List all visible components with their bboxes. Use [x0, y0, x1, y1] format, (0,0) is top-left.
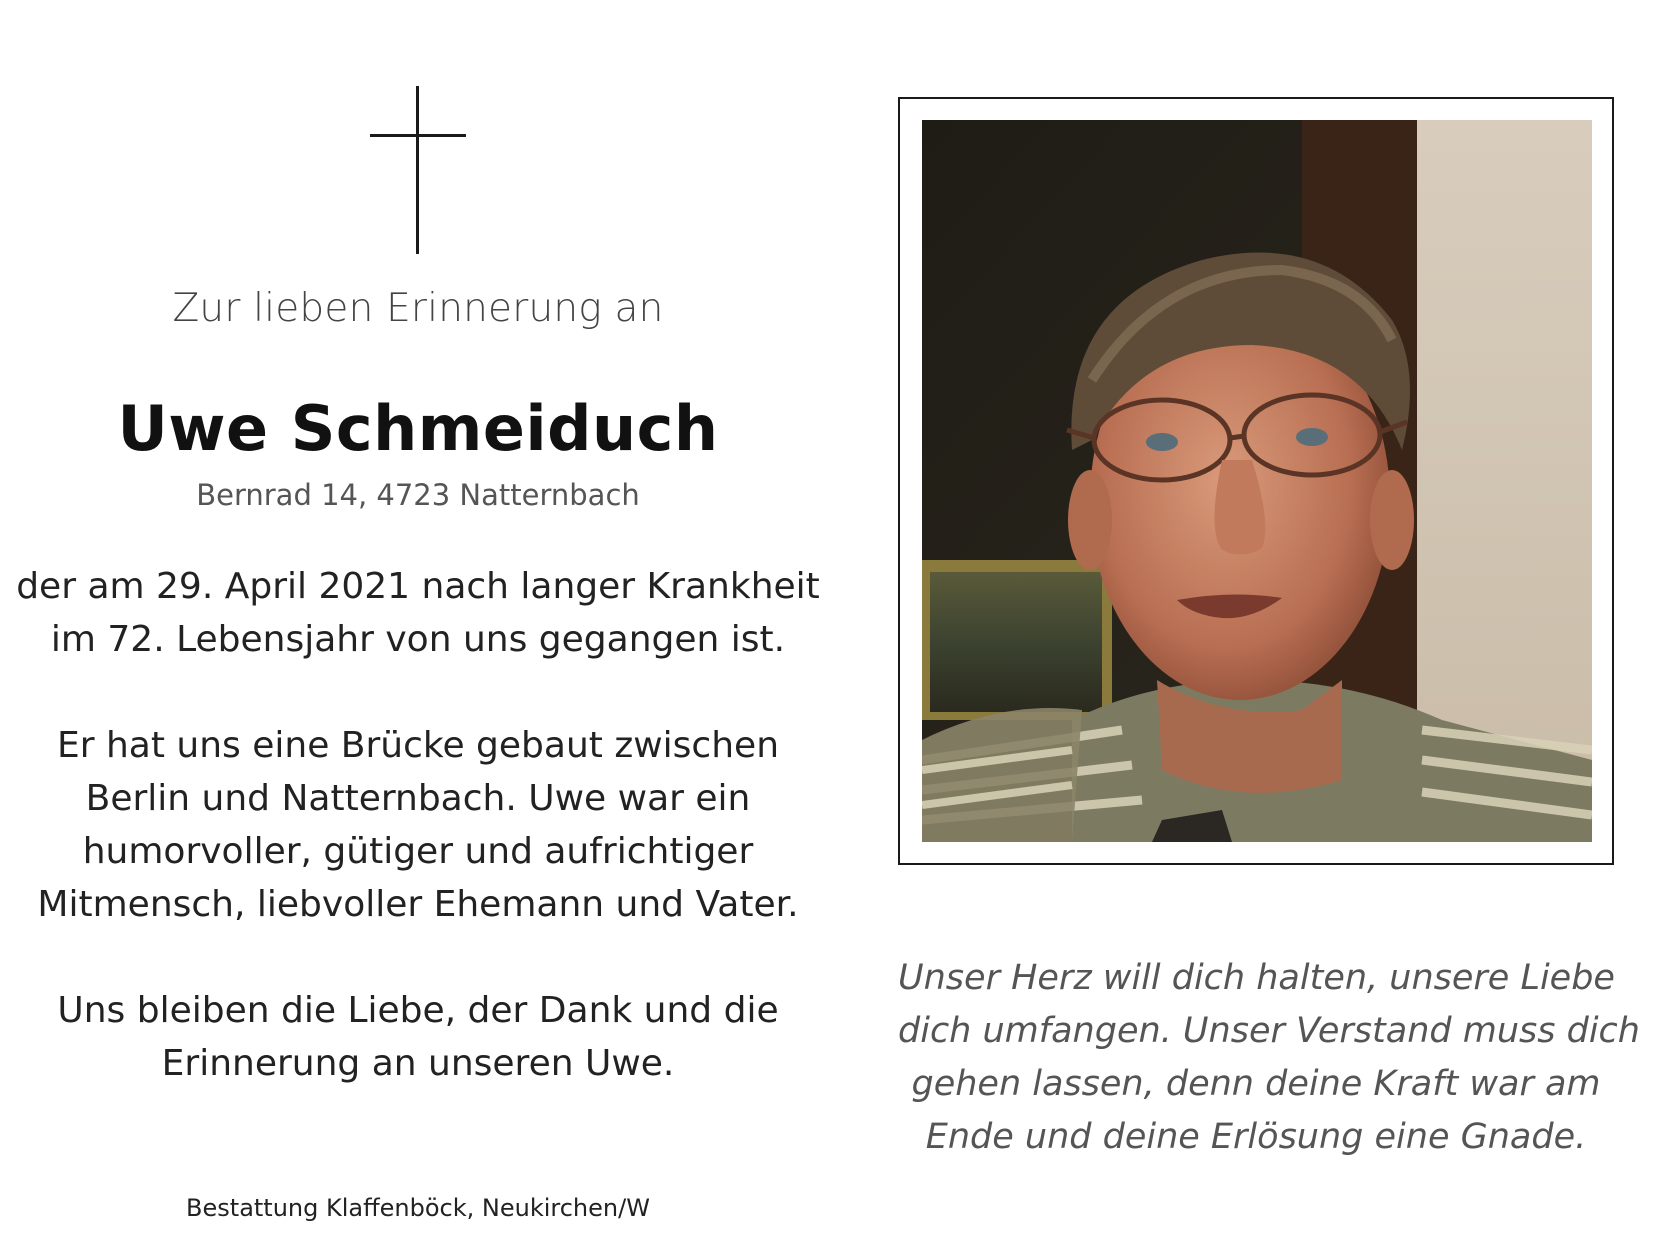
quote-line: gehen lassen, denn deine Kraft war am: [911, 1064, 1601, 1104]
tribute-paragraph: [0, 719, 836, 931]
quote-line: Unser Herz will dich halten, unsere Liebe: [898, 958, 1615, 998]
text-line: der am 29. April 2021 nach langer Krankheit: [16, 566, 820, 607]
funeral-home-credit: Bestattung Klaffenböck, Neukirchen/W: [186, 1194, 650, 1222]
text-line: Berlin und Natternbach. Uwe war ein: [85, 778, 751, 819]
deceased-address: Bernrad 14, 4723 Natternbach: [196, 478, 640, 512]
text-line: Mitmensch, liebvoller Ehemann und Vater.: [37, 884, 799, 925]
text-line: Uns bleiben die Liebe, der Dank und die: [57, 990, 779, 1031]
text-line: Erinnerung an unseren Uwe.: [161, 1043, 675, 1084]
portrait-photo: [922, 120, 1592, 842]
cross-vertical-bar: [416, 86, 419, 254]
quote-line: Ende und deine Erlösung eine Gnade.: [925, 1117, 1587, 1157]
cross-icon: [370, 86, 466, 254]
text-line: Er hat uns eine Brücke gebaut zwischen: [56, 725, 780, 766]
portrait-frame: [898, 97, 1614, 865]
memorial-intro: Zur lieben Erinnerung an: [172, 286, 664, 331]
remembrance-paragraph: [0, 984, 836, 1090]
deceased-name: Uwe Schmeiduch: [117, 392, 719, 465]
text-line: humorvoller, gütiger und aufrichtiger: [82, 831, 754, 872]
death-notice-paragraph: [0, 560, 836, 666]
text-line: im 72. Lebensjahr von uns gegangen ist.: [50, 619, 786, 660]
cross-horizontal-bar: [370, 134, 466, 137]
memorial-quote: [898, 952, 1640, 1164]
quote-line: dich umfangen. Unser Verstand muss dich: [898, 1011, 1640, 1051]
